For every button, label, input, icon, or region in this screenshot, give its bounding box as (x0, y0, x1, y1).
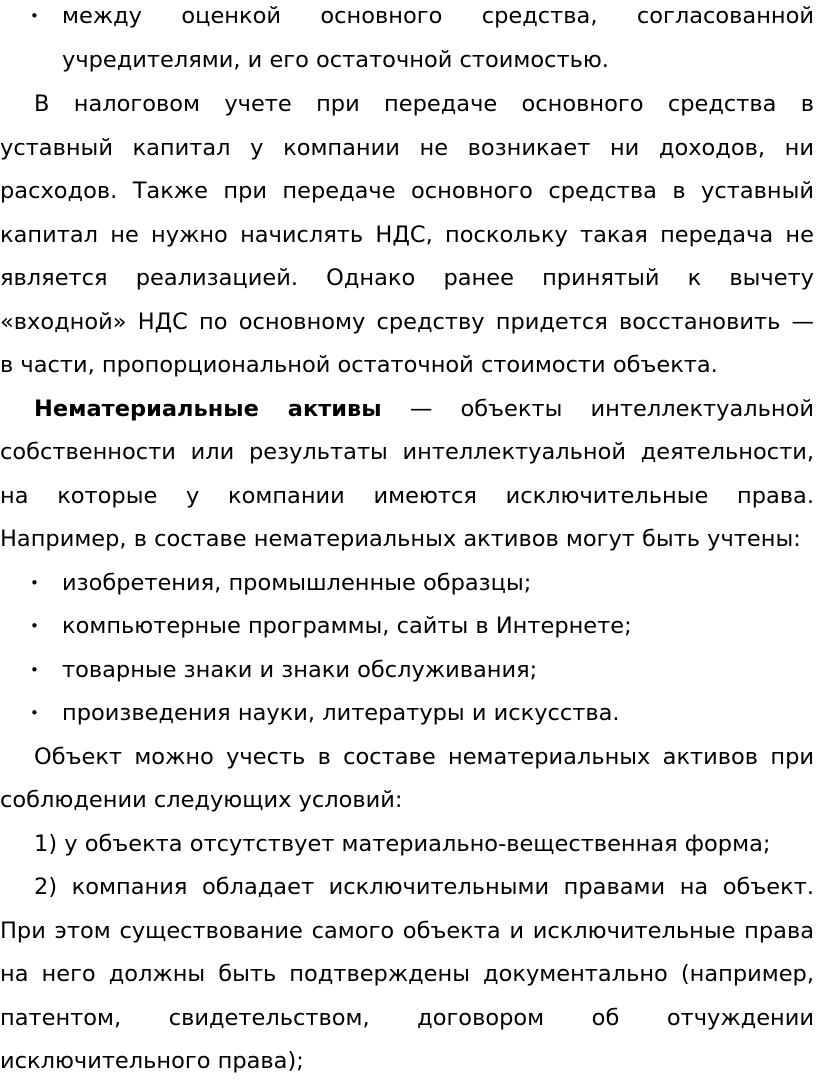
bullet-marker: • (30, 617, 39, 635)
defined-term: Нематериальные активы (34, 396, 382, 422)
paragraph-line: расходов. Также при передаче основного средства в уставный (0, 178, 814, 204)
bullet-item-text: между оценкой основного средства, согласованной (62, 3, 814, 29)
list-item: компьютерные программы, сайты в Интернете; (62, 613, 632, 639)
list-item: товарные знаки и знаки обслуживания; (62, 657, 538, 683)
bullet-marker: • (30, 574, 39, 592)
paragraph-line: является реализацией. Однако ранее принятый к вычету (0, 265, 814, 291)
list-item: произведения науки, литературы и искусства. (62, 700, 620, 726)
paragraph-line: в части, пропорциональной остаточной стоимости объекта. (0, 352, 718, 378)
paragraph-line: Объект можно учесть в составе нематериальных активов при (34, 744, 814, 770)
bullet-item-text: учредителями, и его остаточной стоимостью. (62, 47, 609, 73)
bullet-marker: • (30, 661, 39, 679)
paragraph-line: Например, в составе нематериальных активов могут быть учтены: (0, 526, 801, 552)
paragraph-line: на него должны быть подтверждены документально (например, (0, 961, 814, 987)
paragraph-line: соблюдении следующих условий: (0, 787, 403, 813)
bullet-marker: • (30, 7, 39, 25)
paragraph-line: исключительного права); (0, 1048, 304, 1074)
paragraph-line (34, 393, 814, 425)
condition-item: 2) компания обладает исключительными правами на объект. (34, 874, 814, 900)
paragraph-line: собственности или результаты интеллектуальной деятельности, (0, 439, 814, 465)
paragraph-line: В налоговом учете при передаче основного средства в (34, 91, 814, 117)
bullet-marker: • (30, 704, 39, 722)
paragraph-line: «входной» НДС по основному средству придется восстановить — (0, 309, 814, 335)
paragraph-line: капитал не нужно начислять НДС, поскольку такая передача не (0, 222, 814, 248)
paragraph-line: уставный капитал у компании не возникает ни доходов, ни (0, 135, 814, 161)
definition-text: — объекты интеллектуальной (409, 396, 814, 422)
condition-item: 1) у объекта отсутствует материально-вещественная форма; (34, 831, 771, 857)
paragraph-line: При этом существование самого объекта и исключительные права (0, 918, 814, 944)
paragraph-line: на которые у компании имеются исключительные права. (0, 483, 814, 509)
list-item: изобретения, промышленные образцы; (62, 570, 532, 596)
paragraph-line: патентом, свидетельством, договором об отчуждении (0, 1005, 814, 1031)
